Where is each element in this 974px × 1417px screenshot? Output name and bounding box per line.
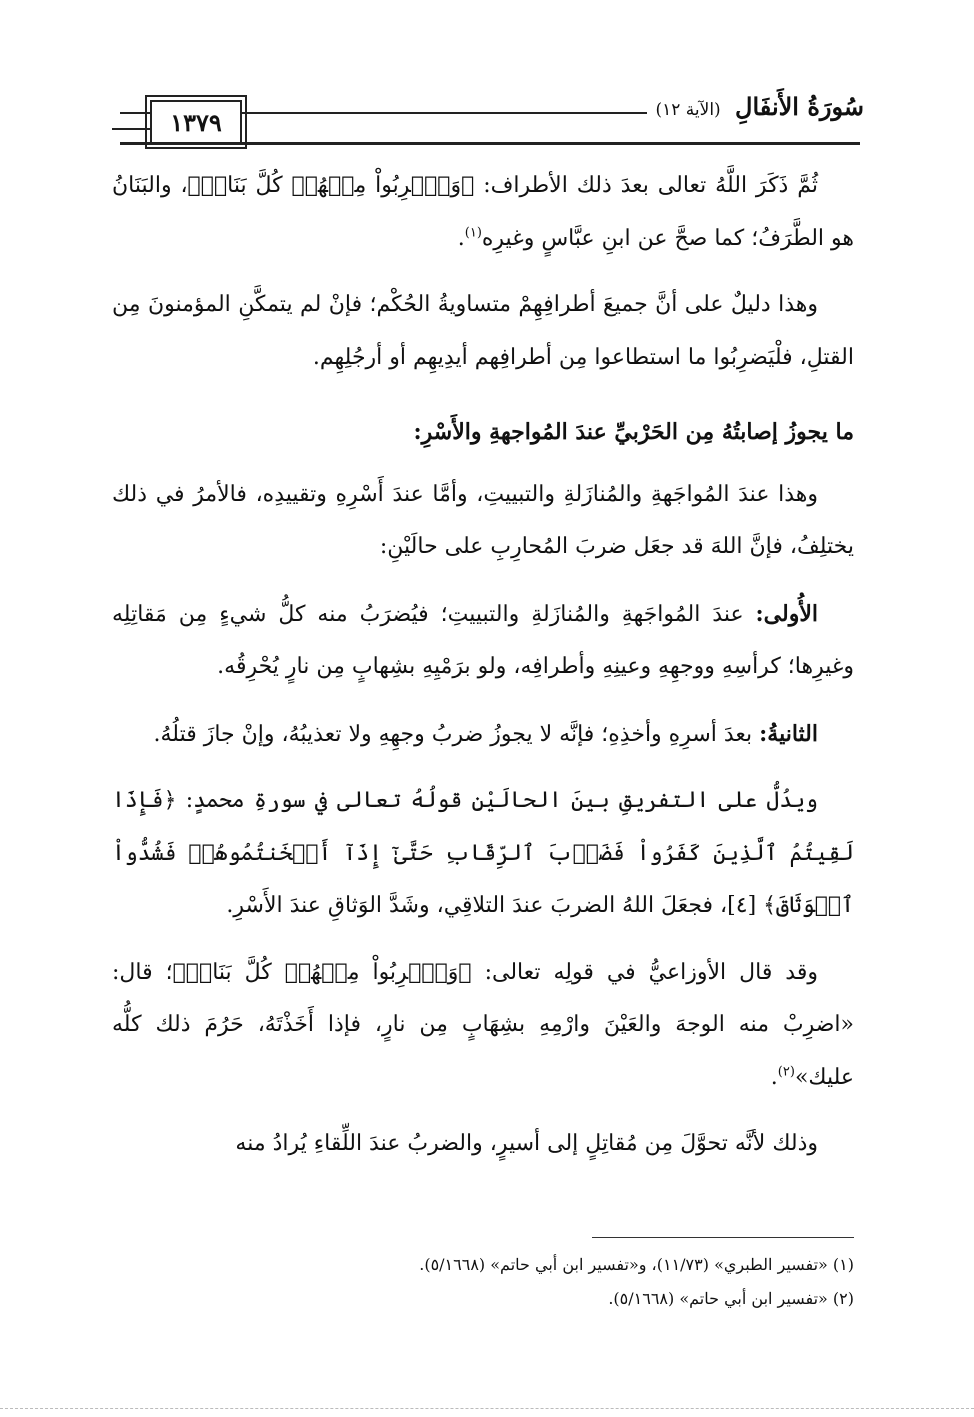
footnote: (١) «تفسير الطبري» (١١/٧٣)، و«تفسير ابن أبي حاتم» (٥/١٦٦٨). [419,1255,854,1274]
paragraph [112,588,854,694]
paragraph [112,947,854,1105]
footnotes [112,1248,854,1316]
paragraph [112,708,854,762]
paragraph: وهذا عندَ المُواجَهةِ والمُنازَلةِ والتبييتِ، وأمَّا عندَ أَسْرِهِ وتقييدِه، فالأمرُ في ذلك يختلِفُ، فإنَّ اللهَ قد جعَل ضربَ المُحارِبِ على حالَيْنِ: [112,481,854,559]
paragraph-end: . [457,225,465,251]
paragraph-text: بعدَ أسرِهِ وأخذِهِ؛ فإنَّه لا يجوزُ ضربُ وجهِهِ ولا تعذيبُهُ، وإنْ جازَ قتلُهُ. [153,721,760,747]
ayah-reference: (الآية ١٢) [655,100,721,120]
page-number: ١٣٧٩ [150,100,242,144]
surah-name: سُورَةُ الأَنفَالِ [735,92,864,121]
section-heading: ما يجوزُ إصابتُهُ مِن الحَرْبيِّ عندَ المُواجهةِ والأَسْرِ: [413,419,854,445]
paragraph: ويدُلُّ على التفريقِ بينَ الحالَيْنِ قولُهُ تعالى في سورةِ محمدٍ: ﴿فَإِذَا لَقِيتُمُ ٱلَّذِينَ كَفَرُواْ فَضَرۡبَ ٱلرِّقَابِ حَتَّىٰٓ إِذَآ أَثۡخَنتُمُوهُمۡ فَشُدُّواْ ٱلۡوَثَاقَ﴾ [٤]، فجعَلَ اللهُ الضربَ عندَ التلاقِي، وشَدَّ الوَثاقِ عندَ الأَسْرِ. [112,788,854,918]
footnote-ref: (٢) [777,1064,795,1080]
running-title [647,92,864,121]
header-rule-left [112,128,152,130]
paragraph-lead: الثانيةُ: [759,720,818,747]
paragraph: وذلك لأنَّه تحوَّلَ مِن مُقاتِلٍ إلى أسيرٍ، والضربُ عندَ اللِّقاءِ يُرادُ منه [235,1131,818,1156]
footnote-ref: (١) [464,225,482,241]
paragraph-end: . [770,1064,778,1090]
footnote-separator [592,1237,854,1238]
paragraph: وهذا دليلٌ على أنَّ جميعَ أطرافِهِمْ متساويةُ الحُكْم؛ فإنْ لم يتمكَّنِ المؤمنونَ مِن القتلِ، فلْيَضرِبُوا ما استطاعوا مِن أطرافِهم أيدِيهِم أو أرجُلِهِم. [112,292,854,370]
footnote: (٢) «تفسير ابن أبي حاتم» (٥/١٦٦٨). [608,1289,854,1308]
main-text [112,160,854,1171]
paragraph [112,160,854,265]
paragraph-text: عندَ المُواجَهةِ والمُنازَلةِ والتبييتِ؛ فيُضرَبُ منه كلُّ شيءٍ مِن مَقاتِلِه وغيرِها؛ كرأسِهِ ووجهِهِ وعينِهِ وأطرافِه، ولو برَمْيِهِ بشِهابٍ مِن نارٍ يُحْرِقُه. [112,601,854,679]
paragraph-lead: الأُولى: [755,600,818,627]
paragraph-text: ثُمَّ ذَكَرَ اللَّهُ تعالى بعدَ ذلك الأطراف: ﴿وَٱضۡرِبُواْ مِنۡهُمۡ كُلَّ بَنَانٖ﴾، والبَنَانُ هو الطَّرَفُ؛ كما صحَّ عن ابنِ عبَّاسٍ وغيرِه [112,173,854,251]
page-edge [0,1408,974,1410]
paragraph-text: وقد قال الأوزاعيُّ في قولِه تعالى: ﴿وَٱضۡرِبُواْ مِنۡهُمۡ كُلَّ بَنَانٖ﴾؛ قال: «اضرِبْ منه الوجهَ والعَيْنَ وارْمِهِ بشِهَابٍ مِن نارٍ، فإذا أَخَذْتَهُ، حَرُمَ ذلك كلُّه عليك» [112,959,854,1090]
